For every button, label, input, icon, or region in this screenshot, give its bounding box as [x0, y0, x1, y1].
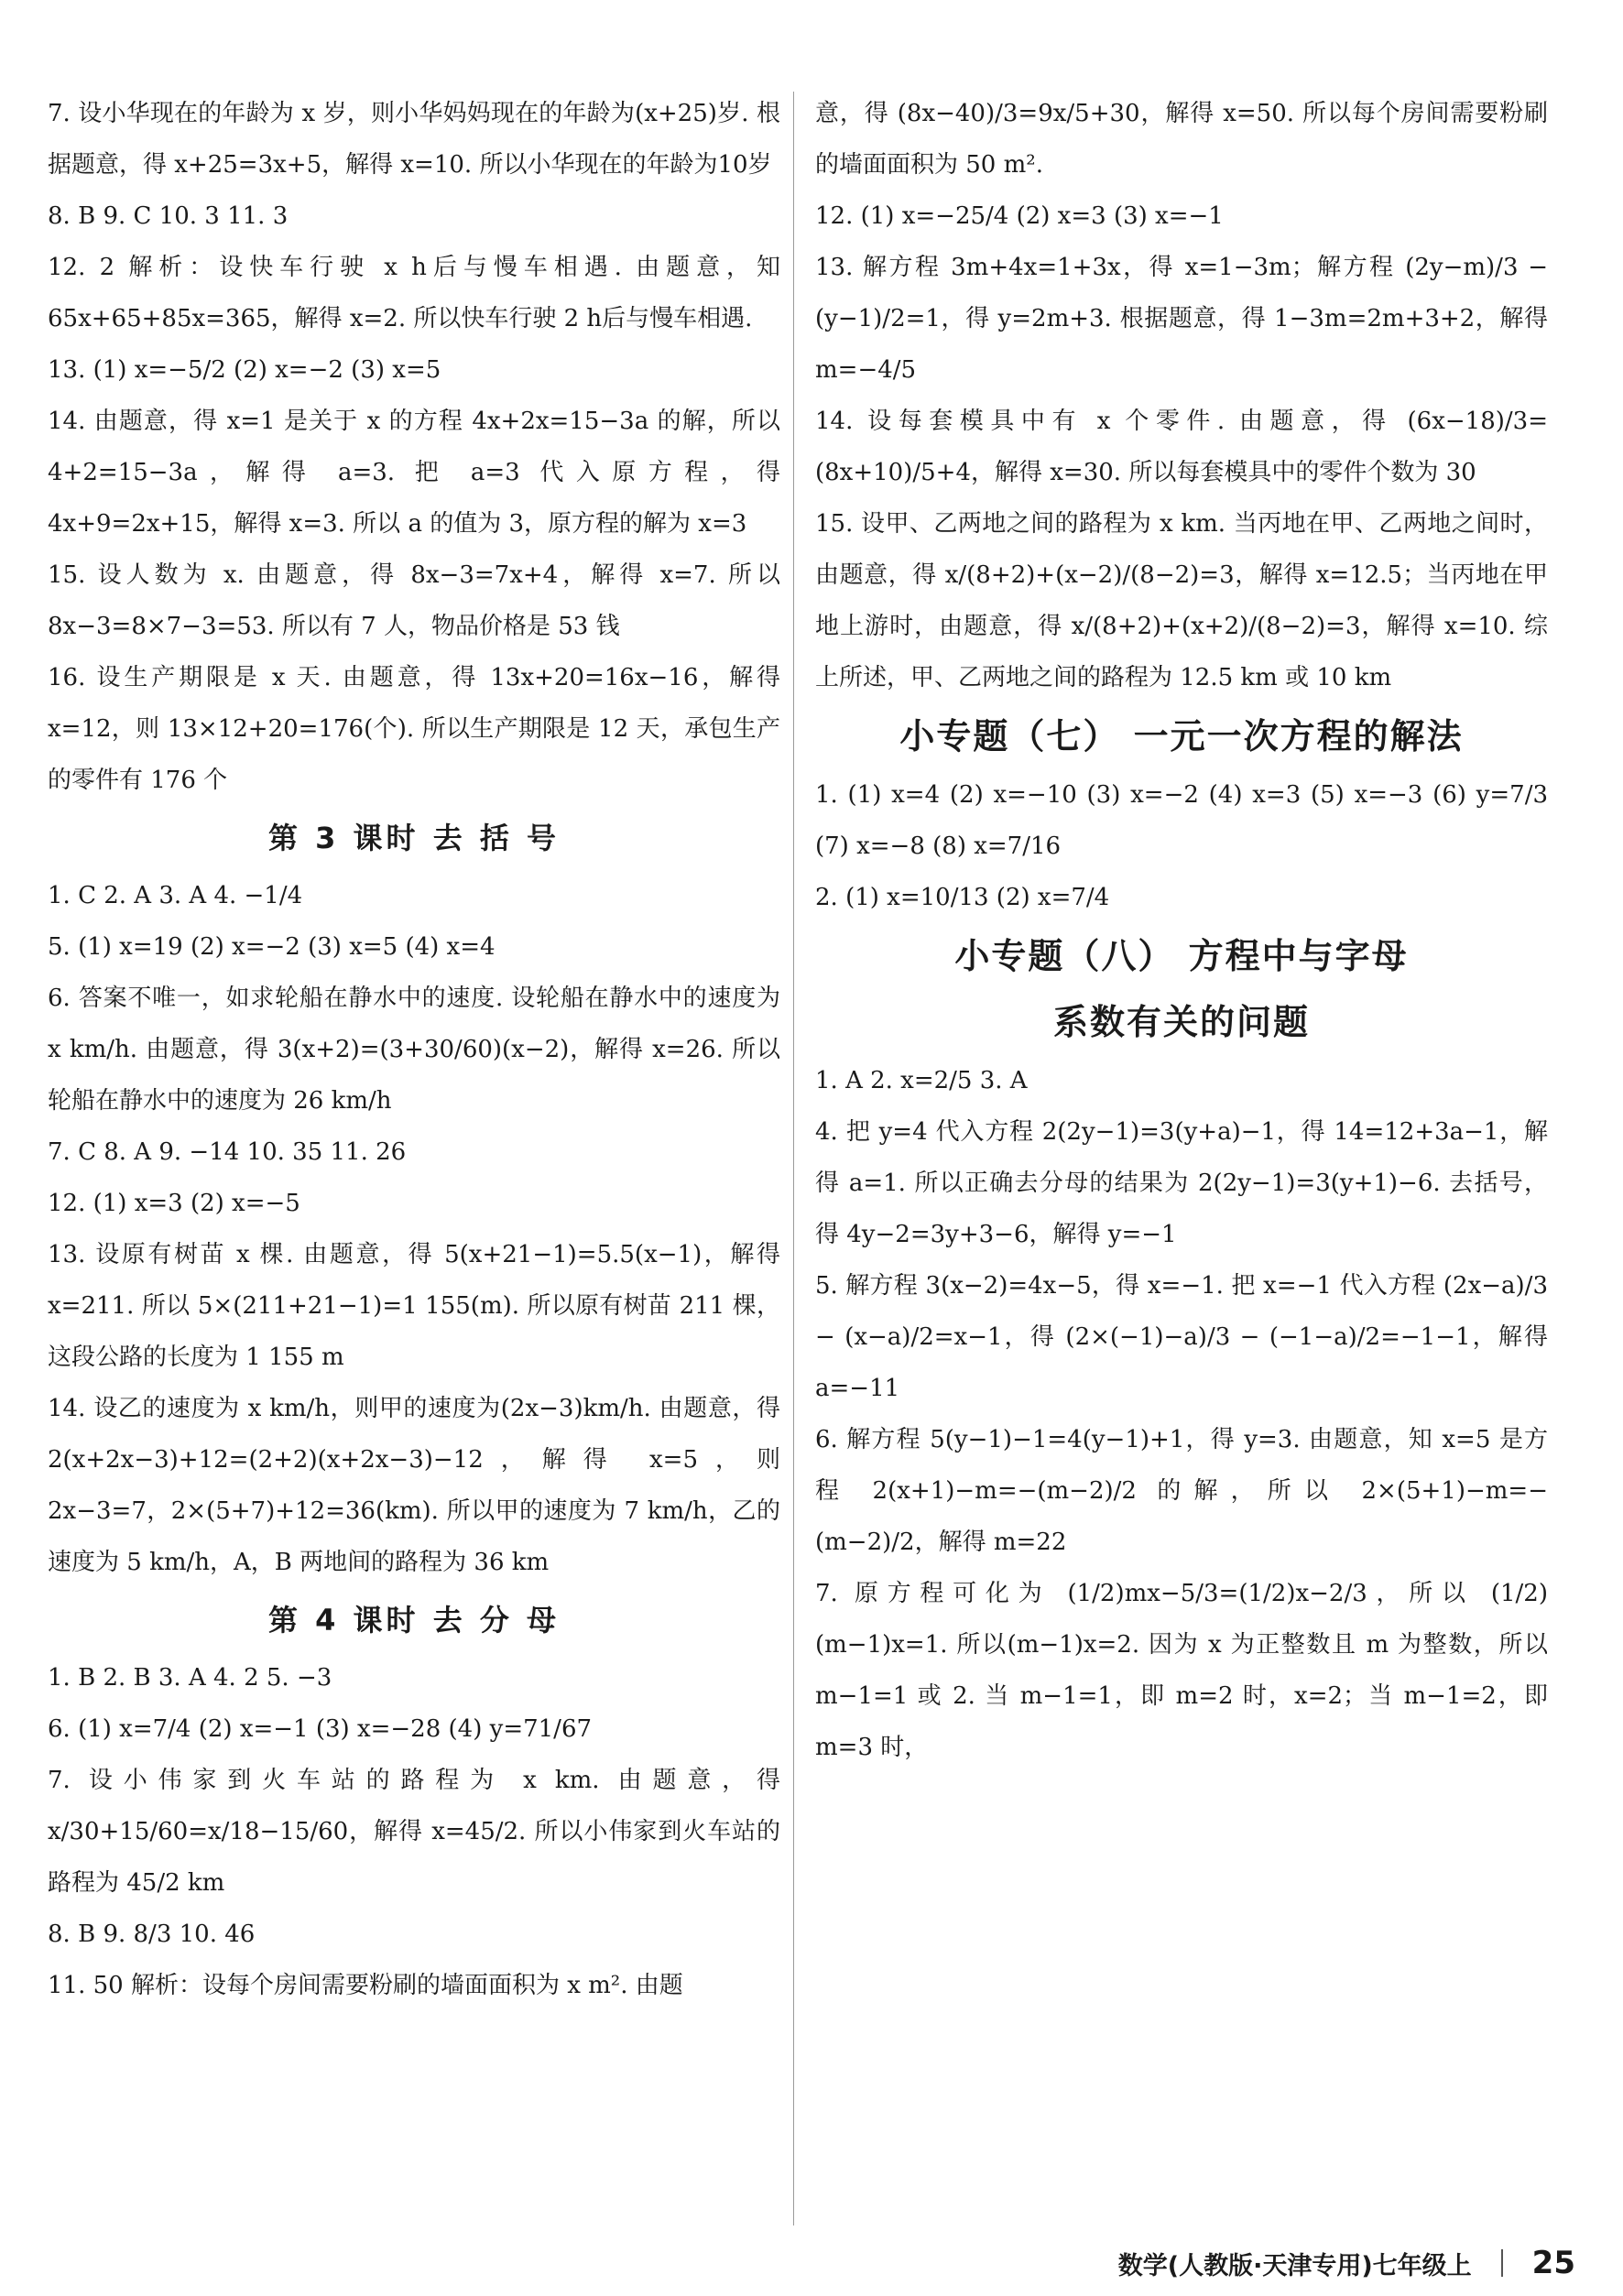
page-number: 25 [1531, 2245, 1575, 2281]
answer-paragraph: 6. (1) x=7/4 (2) x=−1 (3) x=−28 (4) y=71/67 [48, 1715, 593, 1743]
answer-paragraph: 8. B 9. C 10. 3 11. 3 [48, 202, 289, 230]
answer-paragraph: 6. 解方程 5(y−1)−1=4(y−1)+1，得 y=3. 由题意，知 x=5 是方程 2(x+1)−m=−(m−2)/2 的解，所以 2×(5+1)−m=−(m−2)/2，解得 m=22 [815, 1426, 1548, 1556]
lesson-heading: 第 4 课时 去 分 母 [268, 1603, 560, 1638]
answer-paragraph: 4. 把 y=4 代入方程 2(2y−1)=3(y+a)−1，得 14=12+3a−1，解得 a=1. 所以正确去分母的结果为 2(2y−1)=3(y+1)−6. 去括号，得 4y−2=3y+3−6，解得 y=−1 [815, 1118, 1548, 1248]
answer-paragraph: 5. 解方程 3(x−2)=4x−5，得 x=−1. 把 x=−1 代入方程 (2x−a)/3 − (x−a)/2=x−1，得 (2×(−1)−a)/3 − (−1−a)/2=−1−1，解得 a=−11 [815, 1272, 1548, 1402]
book-title: 数学(人教版·天津专用)七年级上 [1117, 2251, 1472, 2280]
answer-paragraph: 12. (1) x=−25/4 (2) x=3 (3) x=−1 [815, 202, 1224, 230]
topic-heading: 小专题（八） 方程中与字母 [954, 936, 1409, 976]
answer-paragraph: 14. 设每套模具中有 x 个零件. 由题意，得 (6x−18)/3=(8x+10)/5+4，解得 x=30. 所以每套模具中的零件个数为 30 [815, 408, 1548, 486]
answer-paragraph: 15. 设人数为 x. 由题意，得 8x−3=7x+4，解得 x=7. 所以 8x−3=8×7−3=53. 所以有 7 人，物品价格是 53 钱 [48, 561, 780, 640]
lesson-heading: 第 3 课时 去 括 号 [268, 821, 560, 855]
answer-paragraph: 13. 解方程 3m+4x=1+3x，得 x=1−3m；解方程 (2y−m)/3 − (y−1)/2=1，得 y=2m+3. 根据题意，得 1−3m=2m+3+2，解得 m=−4/5 [815, 254, 1548, 384]
answer-paragraph: 7. 设小伟家到火车站的路程为 x km. 由题意，得 x/30+15/60=x/18−15/60，解得 x=45/2. 所以小伟家到火车站的路程为 45/2 km [48, 1767, 780, 1897]
answer-paragraph: 12. (1) x=3 (2) x=−5 [48, 1190, 300, 1217]
left-column [48, 88, 780, 2011]
answer-paragraph: 16. 设生产期限是 x 天. 由题意，得 13x+20=16x−16，解得 x=12，则 13×12+20=176(个). 所以生产期限是 12 天，承包生产的零件有 176 个 [48, 664, 780, 794]
answer-paragraph: 1. B 2. B 3. A 4. 2 5. −3 [48, 1664, 332, 1692]
answer-paragraph: 1. C 2. A 3. A 4. −1/4 [48, 882, 303, 909]
topic-heading: 系数有关的问题 [1052, 1002, 1310, 1042]
answer-paragraph: 1. (1) x=4 (2) x=−10 (3) x=−2 (4) x=3 (5) x=−3 (6) y=7/3 (7) x=−8 (8) x=7/16 [815, 781, 1548, 860]
answer-paragraph: 12. 2 解析：设快车行驶 x h后与慢车相遇. 由题意，知 65x+65+85x=365，解得 x=2. 所以快车行驶 2 h后与慢车相遇. [48, 254, 780, 332]
answer-paragraph: 意，得 (8x−40)/3=9x/5+30，解得 x=50. 所以每个房间需要粉刷的墙面面积为 50 m². [815, 100, 1548, 179]
answer-paragraph: 14. 由题意，得 x=1 是关于 x 的方程 4x+2x=15−3a 的解，所以 4+2=15−3a，解得 a=3. 把 a=3 代入原方程，得 4x+9=2x+15，解得 x=3. 所以 a 的值为 3，原方程的解为 x=3 [48, 408, 780, 538]
column-divider [793, 92, 794, 2225]
topic-heading: 小专题（七） 一元一次方程的解法 [899, 716, 1464, 756]
answer-paragraph: 7. 原方程可化为 (1/2)mx−5/3=(1/2)x−2/3，所以 (1/2)(m−1)x=1. 所以(m−1)x=2. 因为 x 为正整数且 m 为整数，所以 m−1=1 或 2. 当 m−1=1，即 m=2 时，x=2；当 m−1=2，即 m=3 时， [815, 1580, 1548, 1761]
answer-paragraph: 2. (1) x=10/13 (2) x=7/4 [815, 884, 1110, 911]
answer-paragraph: 11. 50 解析：设每个房间需要粉刷的墙面面积为 x m². 由题 [48, 1972, 683, 1999]
answer-paragraph: 8. B 9. 8/3 10. 46 [48, 1921, 256, 1948]
answer-paragraph: 7. C 8. A 9. −14 10. 35 11. 26 [48, 1138, 407, 1166]
answer-paragraph: 13. 设原有树苗 x 棵. 由题意，得 5(x+21−1)=5.5(x−1)，解得 x=211. 所以 5×(211+21−1)=1 155(m). 所以原有树苗 211 棵，这段公路的长度为 1 155 m [48, 1241, 780, 1371]
answer-paragraph: 1. A 2. x=2/5 3. A [815, 1067, 1028, 1094]
right-column [815, 88, 1548, 1773]
answer-paragraph: 15. 设甲、乙两地之间的路程为 x km. 当丙地在甲、乙两地之间时，由题意，得 x/(8+2)+(x−2)/(8−2)=3，解得 x=12.5；当丙地在甲地上游时，由题意，得 x/(8+2)+(x+2)/(8−2)=3，解得 x=10. 综上所述，甲、乙两地之间的路程为 12.5 km 或 10 km [815, 510, 1548, 691]
footer-separator [1501, 2249, 1503, 2277]
answer-paragraph: 7. 设小华现在的年龄为 x 岁，则小华妈妈现在的年龄为(x+25)岁. 根据题意，得 x+25=3x+5，解得 x=10. 所以小华现在的年龄为10岁 [48, 100, 780, 179]
answer-paragraph: 6. 答案不唯一，如求轮船在静水中的速度. 设轮船在静水中的速度为 x km/h. 由题意，得 3(x+2)=(3+30/60)(x−2)，解得 x=26. 所以轮船在静水中的速度为 26 km/h [48, 985, 780, 1115]
answer-paragraph: 14. 设乙的速度为 x km/h，则甲的速度为(2x−3)km/h. 由题意，得 2(x+2x−3)+12=(2+2)(x+2x−3)−12，解得 x=5，则 2x−3=7，2×(5+7)+12=36(km). 所以甲的速度为 7 km/h，乙的速度为 5 km/h，A，B 两地间的路程为 36 km [48, 1395, 780, 1576]
answer-paragraph: 13. (1) x=−5/2 (2) x=−2 (3) x=5 [48, 356, 441, 384]
answer-paragraph: 5. (1) x=19 (2) x=−2 (3) x=5 (4) x=4 [48, 933, 496, 961]
page-footer [1118, 2240, 1575, 2286]
